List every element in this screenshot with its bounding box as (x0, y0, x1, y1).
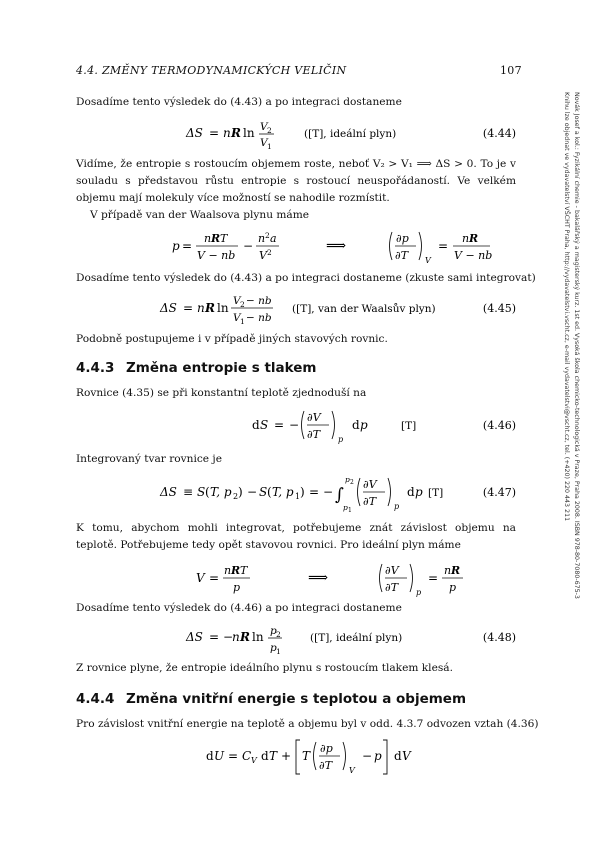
svg-text:=: = (183, 301, 194, 315)
svg-text:∂V: ∂V (307, 411, 321, 424)
equation-ideal-gas-volume-formula (76, 558, 516, 600)
svg-text:T: T (240, 564, 248, 577)
svg-text:R: R (451, 564, 461, 577)
svg-text:+: + (281, 749, 292, 763)
paragraph: Rovnice (4.35) se při konstantní teplotě zjednoduší na (76, 387, 367, 399)
equation-ideal-gas-volume (76, 558, 516, 600)
svg-text:n: n (258, 232, 266, 245)
svg-text:∂V: ∂V (363, 478, 377, 491)
section-number: 4.4.4 (76, 691, 115, 707)
svg-text:−: − (243, 239, 254, 253)
svg-text:V: V (260, 137, 268, 149)
svg-text:a: a (270, 232, 277, 245)
svg-text:V: V (402, 749, 411, 763)
svg-text:p: p (415, 485, 423, 499)
svg-text:d: d (407, 485, 415, 499)
svg-text:S: S (197, 485, 206, 499)
svg-text:∂T: ∂T (363, 495, 377, 508)
svg-text:V: V (233, 295, 241, 307)
svg-text:1: 1 (276, 647, 281, 656)
svg-text:2: 2 (265, 231, 270, 240)
svg-text:p: p (394, 502, 400, 511)
equation-condition: ([T], ideální plyn) (310, 632, 403, 644)
svg-text:T: T (302, 749, 311, 763)
svg-text:∫: ∫ (335, 485, 344, 505)
svg-text:V: V (233, 312, 241, 324)
equation-number: (4.48) (482, 631, 516, 644)
svg-text:ΔS: ΔS (186, 630, 203, 644)
svg-text:=: = (182, 239, 193, 253)
svg-text:ΔS: ΔS (160, 485, 177, 499)
svg-text:∂T: ∂T (395, 249, 409, 262)
equation-number: (4.47) (482, 486, 516, 499)
equation-4-44-formula (76, 115, 516, 155)
paragraph: Z rovnice plyne, že entropie ideálního plynu s rostoucím tlakem klesá. (76, 662, 453, 674)
equation-4-48-formula (76, 619, 516, 659)
equation-4-47-formula (76, 472, 516, 516)
svg-text:ΔS: ΔS (186, 126, 203, 140)
svg-text:=: = (228, 749, 239, 763)
svg-text:d: d (252, 418, 260, 432)
svg-text:=: = (209, 630, 220, 644)
equation-4-46-formula (76, 405, 516, 447)
svg-text:T, p: T, p (210, 485, 232, 499)
svg-text:d: d (352, 418, 360, 432)
side-note (563, 92, 586, 752)
equation-van-der-waals (76, 226, 516, 268)
svg-text:⟹: ⟹ (326, 238, 347, 254)
paragraph: Dosadíme tento výsledek do (4.43) a po integraci dostaneme (76, 96, 402, 108)
svg-text:2: 2 (233, 492, 239, 501)
svg-text:R: R (211, 232, 221, 245)
svg-text:p: p (416, 588, 422, 597)
svg-text:d: d (394, 749, 402, 763)
svg-text:n: n (462, 232, 470, 245)
svg-text:ΔS: ΔS (160, 301, 177, 315)
svg-text:=: = (209, 126, 220, 140)
paragraph: K tomu, abychom mohli integrovat, potřebujeme znát závislost objemu na teplotě. Potřebujeme tedy opět stavovou rovnici. Pro ideální plyn máme (76, 522, 516, 551)
equation-condition: ([T], van der Waalsův plyn) (292, 303, 436, 315)
svg-text:=: = (438, 239, 449, 253)
svg-text:p: p (270, 642, 277, 654)
svg-text:−: − (223, 630, 234, 644)
svg-text:R: R (240, 630, 250, 644)
svg-text:p: p (270, 625, 277, 637)
side-note-line-2: Knihu lze objednat ve vydavatelství VŠCHT Praha, http://vydavatelstvi.vscht.cz, e-mail vydavatelstvi@vscht.cz, tel. (+420) 220 443 211 (563, 92, 570, 522)
svg-text:ln: ln (217, 301, 229, 315)
svg-text:): ) (238, 485, 243, 499)
svg-text:n: n (223, 126, 231, 140)
paragraph: Dosadíme tento výsledek do (4.43) a po integraci dostaneme (zkuste sami integrovat) (76, 272, 536, 284)
svg-text:T: T (269, 749, 278, 763)
paragraph: Pro závislost vnitřní energie na teplotě a objemu byl v odd. 4.3.7 odvozen vztah (4.36) (76, 718, 539, 730)
svg-text:n: n (224, 564, 232, 577)
section-title: Změna vnitřní energie s teplotou a objemem (126, 691, 467, 707)
equation-4-48 (76, 619, 516, 659)
svg-text:⟹: ⟹ (308, 570, 329, 586)
svg-text:S: S (260, 418, 269, 432)
section-heading (76, 691, 466, 707)
svg-text:−: − (323, 485, 334, 499)
svg-text:1: 1 (295, 492, 301, 501)
svg-text:p: p (360, 418, 368, 432)
svg-text:ln: ln (243, 126, 255, 140)
svg-text:n: n (204, 232, 212, 245)
svg-text:1: 1 (267, 142, 272, 151)
svg-text:− nb: − nb (246, 295, 272, 307)
svg-text:=: = (428, 571, 439, 585)
svg-text:p: p (172, 239, 180, 253)
page-number: 107 (500, 64, 522, 77)
side-note-line-1: Novák Josef a kol.: Fyzikální chemie - bakalářský a magisterský kurz. 1st ed. Vysoká škola chemicko-technologická v Praze, Praha 2008. ISBN 978-80-7080-675-3 (573, 92, 580, 599)
svg-text:−: − (289, 418, 300, 432)
paragraph: Podobně postupujeme i v případě jiných stavových rovnic. (76, 333, 388, 345)
svg-text:2: 2 (240, 300, 245, 309)
paragraph: Dosadíme tento výsledek do (4.46) a po integraci dostaneme (76, 602, 402, 614)
svg-text:V: V (251, 756, 257, 765)
svg-text:R: R (469, 232, 479, 245)
svg-text:≡: ≡ (183, 485, 194, 499)
equation-4-46 (76, 405, 516, 447)
paragraph: V případě van der Waalsova plynu máme (90, 209, 310, 221)
equation-4-45-formula (76, 288, 516, 330)
svg-text:p: p (338, 435, 344, 444)
svg-text:2: 2 (276, 630, 281, 639)
svg-text:U: U (214, 749, 225, 763)
svg-text:n: n (232, 630, 240, 644)
svg-text:∂p: ∂p (320, 742, 333, 755)
svg-text:(: ( (267, 485, 272, 499)
equation-condition: [T] (428, 487, 444, 499)
equation-4-47 (76, 472, 516, 516)
svg-text:n: n (444, 564, 452, 577)
section-heading (76, 360, 317, 376)
equation-4-44 (76, 115, 516, 155)
svg-text:2: 2 (350, 479, 354, 486)
paragraph: Integrovaný tvar rovnice je (76, 453, 222, 465)
equation-internal-energy (76, 736, 516, 780)
svg-text:1: 1 (348, 507, 352, 514)
equation-condition: ([T], ideální plyn) (304, 128, 397, 140)
svg-text:C: C (242, 749, 252, 763)
svg-text:p: p (449, 581, 457, 594)
svg-text:p: p (233, 581, 241, 594)
svg-text:V: V (349, 766, 355, 775)
running-header: 4.4. ZMĚNY TERMODYNAMICKÝCH VELIČIN (76, 64, 347, 77)
svg-text:=: = (274, 418, 285, 432)
svg-text:): ) (300, 485, 305, 499)
svg-text:R: R (231, 126, 241, 140)
svg-text:1: 1 (240, 317, 245, 326)
svg-text:T: T (220, 232, 228, 245)
equation-condition: [T] (401, 420, 417, 432)
equation-van-der-waals-formula (76, 226, 516, 268)
section-number: 4.4.3 (76, 360, 115, 376)
svg-text:=: = (209, 571, 220, 585)
svg-text:−: − (362, 749, 373, 763)
equation-number: (4.45) (482, 302, 516, 315)
svg-text:ln: ln (252, 630, 264, 644)
svg-text:V: V (259, 249, 267, 262)
svg-text:V: V (196, 571, 205, 585)
svg-text:S: S (259, 485, 268, 499)
svg-text:d: d (261, 749, 269, 763)
svg-text:V − nb: V − nb (454, 249, 493, 262)
svg-text:2: 2 (267, 126, 272, 135)
paragraph: Vidíme, že entropie s rostoucím objemem roste, neboť V₂ > V₁ ⟹ ΔS > 0. To je v souladu s představou růstu entropie s rostoucí neuspořádaností. Ve velkém objemu mají molekuly více možností se nahodile rozmístit. (76, 158, 516, 204)
section-title: Změna entropie s tlakem (126, 360, 317, 376)
svg-text:− nb: − nb (246, 312, 272, 324)
equation-number: (4.44) (482, 127, 516, 140)
svg-text:p: p (345, 475, 350, 484)
svg-text:T, p: T, p (272, 485, 294, 499)
equation-number: (4.46) (482, 419, 516, 432)
svg-text:2: 2 (267, 248, 272, 257)
svg-text:−: − (247, 485, 258, 499)
equation-internal-energy-formula (76, 736, 516, 780)
svg-text:(: ( (205, 485, 210, 499)
svg-text:∂V: ∂V (385, 564, 399, 577)
svg-text:p: p (374, 749, 382, 763)
svg-text:∂T: ∂T (319, 759, 333, 772)
svg-text:R: R (205, 301, 215, 315)
svg-text:V: V (260, 121, 268, 133)
svg-text:V: V (425, 256, 431, 265)
svg-text:∂p: ∂p (396, 232, 409, 245)
svg-text:R: R (231, 564, 241, 577)
svg-text:∂T: ∂T (307, 428, 321, 441)
svg-text:∂T: ∂T (385, 581, 399, 594)
svg-text:=: = (309, 485, 320, 499)
svg-text:n: n (197, 301, 205, 315)
svg-text:p: p (343, 503, 348, 512)
equation-4-45 (76, 288, 516, 330)
svg-text:d: d (206, 749, 214, 763)
svg-text:V − nb: V − nb (197, 249, 236, 262)
